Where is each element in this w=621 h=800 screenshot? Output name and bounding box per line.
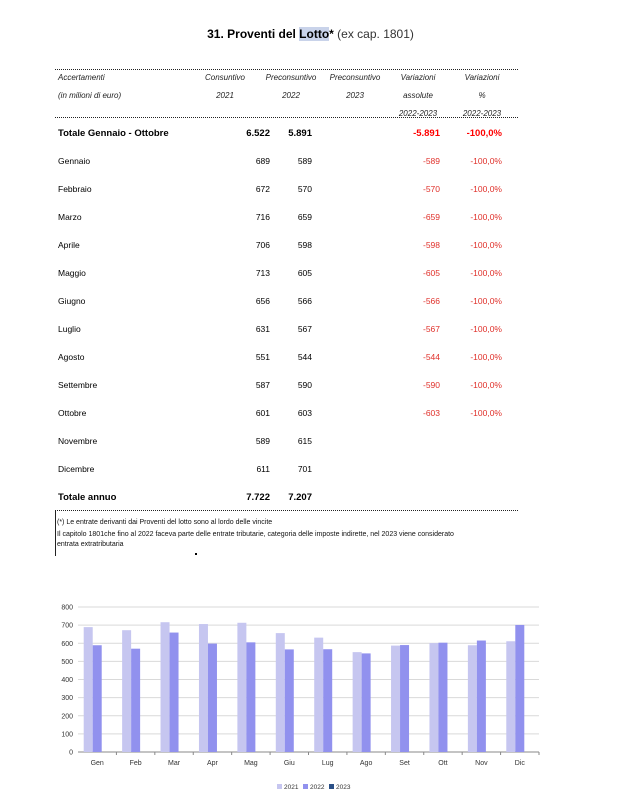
cell-2022: 615 [297, 436, 312, 446]
x-tick-label: Dic [514, 760, 525, 767]
bar-2021 [199, 624, 208, 752]
bar-2021 [391, 646, 400, 752]
header-line: 2023 [346, 91, 364, 100]
bar-2022 [477, 641, 486, 752]
cell-abs-change: -603 [422, 408, 440, 418]
cell-pct-change: -100,0% [470, 296, 502, 306]
legend-swatch [329, 784, 334, 789]
bar-2022 [170, 633, 179, 752]
bar-2022 [285, 649, 294, 752]
bar-2021 [314, 638, 323, 752]
header-variazioni-assolute [388, 69, 448, 123]
header-bottom-rule [55, 117, 518, 118]
cell-pct-change: -100,0% [470, 408, 502, 418]
cell-abs-change: -5.891 [413, 128, 440, 139]
bar-2021 [237, 623, 246, 752]
header-line: Variazioni [400, 73, 436, 82]
footnote: (*) Le entrate derivanti dai Proventi del lotto sono al lordo delle vincite [57, 519, 273, 526]
header-line: 2022-2023 [462, 109, 502, 118]
x-tick-label: Set [399, 760, 410, 767]
x-tick-label: Nov [475, 760, 488, 767]
x-tick-label: Mag [244, 760, 258, 767]
header-preconsuntivo-2023 [322, 69, 388, 105]
row-label: Settembre [58, 380, 98, 390]
bar-2021 [506, 641, 515, 752]
row-label: Febbraio [58, 184, 92, 194]
cell-2021: 656 [255, 296, 270, 306]
table-row [55, 268, 518, 282]
header-consuntivo-2021 [195, 69, 255, 105]
table-row [55, 296, 518, 310]
bar-2022 [438, 643, 447, 752]
y-tick-label: 100 [61, 731, 73, 739]
cell-pct-change: -100,0% [470, 156, 502, 166]
table-bottom-rule [55, 510, 518, 511]
bar-chart [0, 598, 621, 798]
cell-abs-change: -544 [422, 352, 440, 362]
y-tick-label: 400 [61, 677, 73, 684]
table-row [55, 436, 518, 450]
bar-2022 [515, 625, 524, 752]
cell-2022: 5.891 [288, 128, 312, 139]
table-row [55, 156, 518, 170]
y-tick-label: 800 [61, 604, 73, 612]
row-label: Gennaio [58, 156, 91, 166]
legend-label: 2022 [310, 784, 325, 791]
y-tick-label: 0 [69, 749, 73, 757]
cell-pct-change: -100,0% [470, 324, 502, 334]
table-row [55, 212, 518, 226]
row-label: Agosto [58, 352, 85, 362]
cell-2022: 598 [297, 240, 312, 250]
title-highlight: Lotto [299, 27, 330, 41]
cell-2022: 659 [297, 212, 312, 222]
row-label: Giugno [58, 296, 86, 306]
header-line: Consuntivo [204, 73, 246, 82]
cell-2022: 544 [297, 352, 312, 362]
row-label: Aprile [58, 240, 80, 250]
y-tick-label: 500 [61, 658, 73, 666]
x-tick-label: Feb [129, 760, 142, 767]
y-tick-label: 700 [61, 622, 73, 630]
y-tick-label: 300 [61, 695, 73, 703]
header-line: 2022-2023 [398, 109, 438, 118]
title-number: 31. [207, 27, 224, 41]
page-title [0, 27, 621, 41]
cell-2022: 566 [297, 296, 312, 306]
x-tick-label: Ott [438, 760, 448, 767]
title-star: * [329, 27, 334, 41]
header-variazioni-percent [452, 69, 512, 123]
cell-pct-change: -100,0% [470, 268, 502, 278]
cell-pct-change: -100,0% [470, 352, 502, 362]
cell-pct-change: -100,0% [470, 380, 502, 390]
row-label: Totale Gennaio - Ottobre [58, 128, 169, 139]
x-tick-label: Lug [321, 760, 334, 767]
cell-2021: 551 [255, 352, 270, 362]
bar-2022 [362, 653, 371, 752]
header-line: % [478, 91, 486, 100]
legend-label: 2021 [284, 784, 299, 791]
cell-pct-change: -100,0% [470, 184, 502, 194]
bar-2021 [353, 652, 362, 752]
header-preconsuntivo-2022 [258, 69, 324, 105]
header-line: 2022 [282, 91, 300, 100]
cell-2022: 589 [297, 156, 312, 166]
cell-2022: 567 [297, 324, 312, 334]
x-tick-label: Giu [283, 760, 295, 767]
x-tick-label: Gen [90, 760, 104, 767]
y-tick-label: 200 [61, 713, 73, 721]
x-tick-label: Ago [359, 760, 373, 767]
bar-2022 [246, 642, 255, 752]
x-tick-label: Apr [207, 760, 218, 767]
header-line: Preconsuntivo [265, 73, 317, 82]
bar-2022 [208, 644, 217, 752]
cell-abs-change: -605 [422, 268, 440, 278]
cell-2022: 7.207 [288, 492, 312, 503]
cell-2021: 631 [255, 324, 270, 334]
x-tick-label: Mar [168, 760, 181, 767]
table-row-total-year [55, 492, 518, 506]
header-line: Preconsuntivo [329, 73, 381, 82]
bar-2022 [400, 645, 409, 752]
bar-2021 [84, 627, 93, 752]
footnote: Il capitolo 1801che fino al 2022 faceva parte delle entrate tributarie, categoria delle imposte indirette, nel 2023 viene considerato [57, 531, 454, 538]
y-tick-label: 600 [61, 640, 73, 648]
title-subtitle: (ex cap. 1801) [337, 27, 414, 41]
cell-2022: 570 [297, 184, 312, 194]
cell-2022: 701 [297, 464, 312, 474]
header-accertamenti [58, 69, 178, 105]
row-label: Luglio [58, 324, 81, 334]
cell-2021: 7.722 [246, 492, 270, 503]
cell-abs-change: -659 [422, 212, 440, 222]
table-row-total-period [55, 128, 518, 142]
cell-2021: 601 [255, 408, 270, 418]
cell-2021: 611 [256, 464, 270, 474]
cell-2021: 713 [255, 268, 270, 278]
bar-2021 [468, 645, 477, 752]
cell-abs-change: -566 [422, 296, 440, 306]
cell-pct-change: -100,0% [466, 128, 502, 139]
cell-2021: 672 [255, 184, 270, 194]
table-row [55, 184, 518, 198]
table-row [55, 240, 518, 254]
row-label: Novembre [58, 436, 98, 446]
header-line: Accertamenti [58, 73, 105, 82]
row-label: Maggio [58, 268, 86, 278]
footnote: entrata extratributaria [57, 541, 124, 548]
legend-label: 2023 [336, 784, 351, 791]
header-line: assolute [403, 91, 433, 100]
bar-2021 [161, 622, 170, 752]
bar-2022 [93, 645, 102, 752]
cell-2022: 603 [297, 408, 312, 418]
cell-abs-change: -589 [422, 156, 440, 166]
table-row [55, 324, 518, 338]
table-row [55, 352, 518, 366]
cell-abs-change: -590 [422, 380, 440, 390]
bar-2022 [323, 649, 332, 752]
legend-swatch [303, 784, 308, 789]
legend-swatch [277, 784, 282, 789]
cell-2021: 587 [255, 380, 270, 390]
bar-2021 [122, 630, 131, 752]
cell-abs-change: -598 [422, 240, 440, 250]
table-row [55, 380, 518, 394]
cell-2022: 590 [297, 380, 312, 390]
title-main: Proventi del [227, 27, 300, 41]
bar-2021 [429, 643, 438, 752]
header-line: (in milioni di euro) [58, 91, 122, 100]
row-label: Ottobre [58, 408, 87, 418]
table-row [55, 464, 518, 478]
cell-2021: 6.522 [246, 128, 270, 139]
cell-2021: 706 [255, 240, 270, 250]
header-line: 2021 [216, 91, 234, 100]
notes-border [55, 511, 56, 556]
cell-2021: 716 [255, 212, 270, 222]
bar-2021 [276, 633, 285, 752]
row-label: Marzo [58, 212, 82, 222]
cell-2021: 589 [255, 436, 270, 446]
cell-abs-change: -567 [422, 324, 440, 334]
decorative-dot [195, 553, 197, 555]
header-line: Variazioni [464, 73, 500, 82]
row-label: Totale annuo [58, 492, 117, 503]
cell-pct-change: -100,0% [470, 240, 502, 250]
cell-abs-change: -570 [422, 184, 440, 194]
bar-2022 [131, 649, 140, 752]
row-label: Dicembre [58, 464, 95, 474]
cell-pct-change: -100,0% [470, 212, 502, 222]
cell-2021: 689 [255, 156, 270, 166]
cell-2022: 605 [297, 268, 312, 278]
table-row [55, 408, 518, 422]
